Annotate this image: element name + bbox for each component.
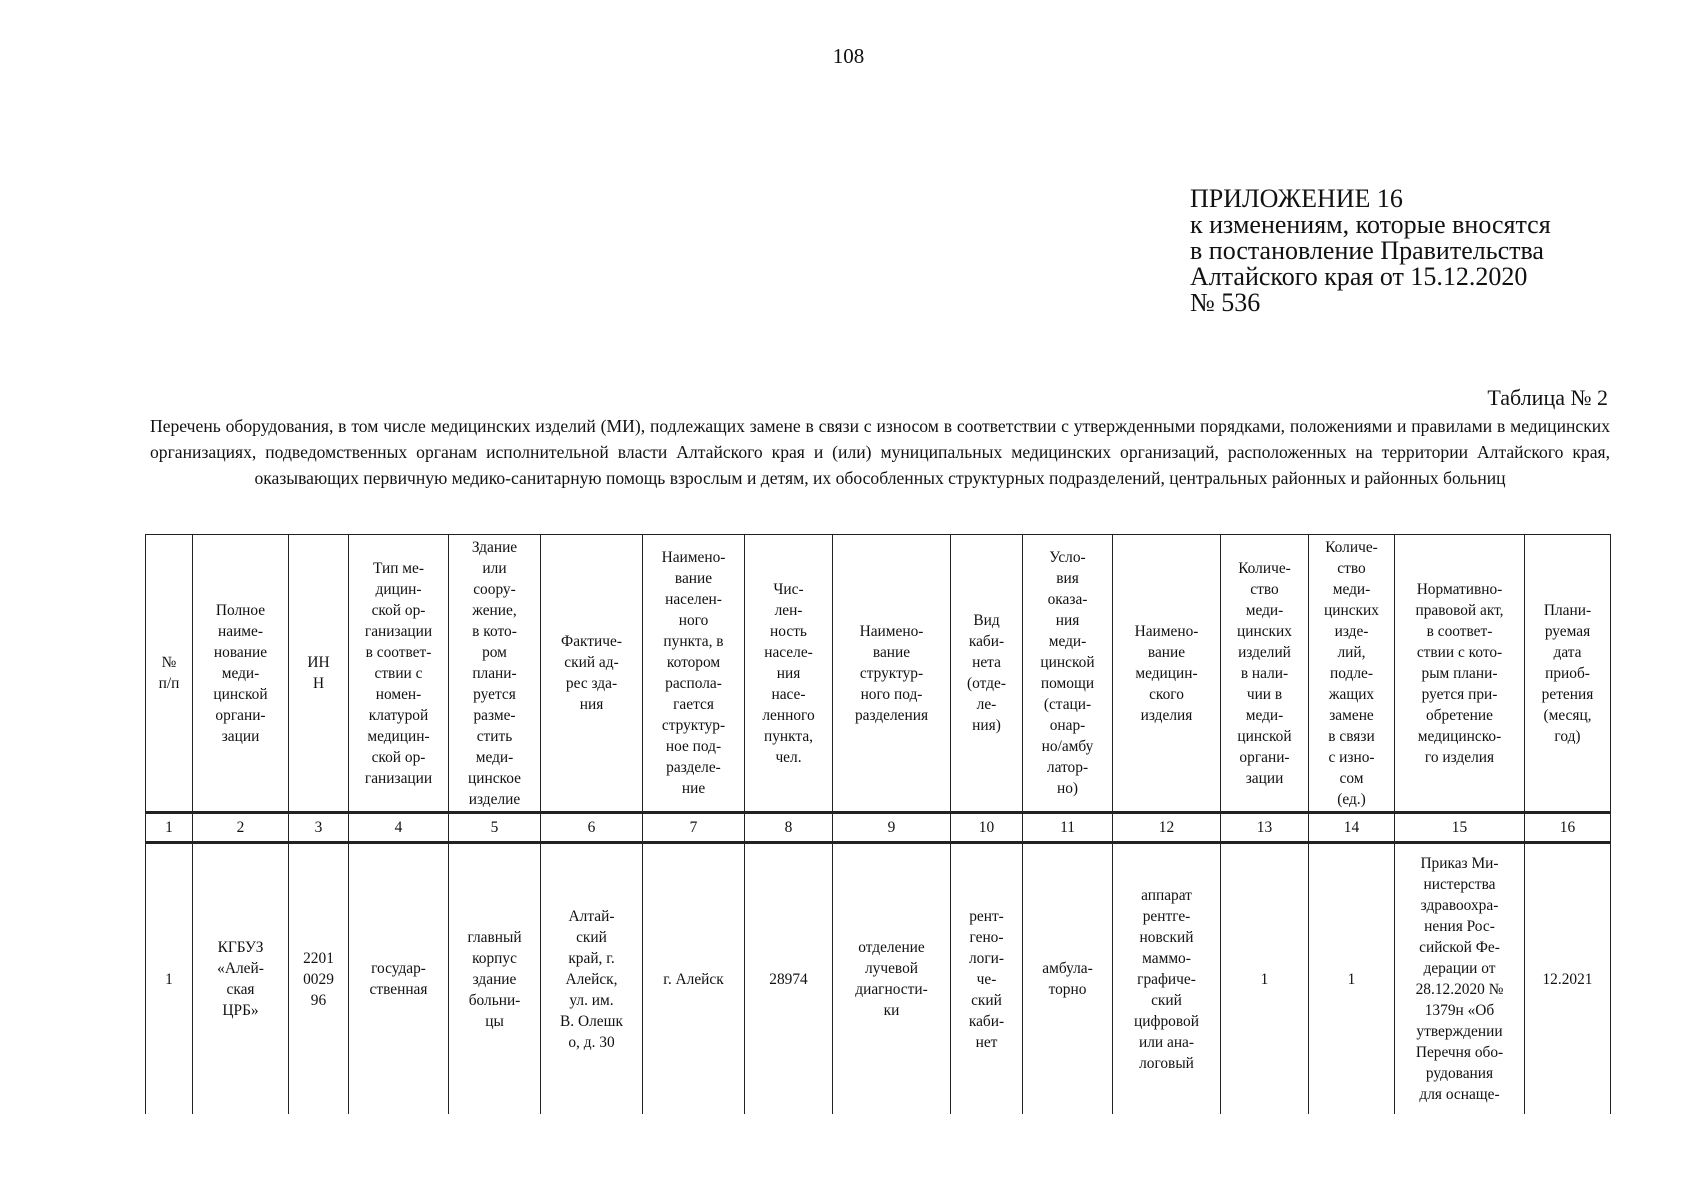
appendix-title: ПРИЛОЖЕНИЕ 16: [1190, 184, 1403, 213]
column-header: № п/п: [146, 535, 193, 813]
column-number: 12: [1113, 813, 1221, 843]
column-header: Фактиче- ский ад- рес зда- ния: [541, 535, 643, 813]
column-header: Наимено- вание населен- ного пункта, в котором распола- гается структур- ное под- разделе- ние: [643, 535, 745, 813]
column-header: Нормативно- правовой акт, в соответ- ствии с кото- рым плани- руется при- обретение медицинско- го изделия: [1395, 535, 1525, 813]
appendix-subtitle-line: Алтайского края от 15.12.2020: [1190, 262, 1528, 291]
table-cell: 1: [1221, 843, 1309, 1115]
column-number: 11: [1023, 813, 1113, 843]
appendix-subtitle-line: № 536: [1190, 288, 1261, 317]
column-number: 5: [449, 813, 541, 843]
column-header: ИН Н: [289, 535, 349, 813]
table-cell: отделение лучевой диагности- ки: [833, 843, 951, 1115]
column-number: 16: [1525, 813, 1611, 843]
appendix-subtitle-line: в постановление Правительства: [1190, 236, 1544, 265]
page-number: 108: [832, 44, 865, 68]
column-header: Чис- лен- ность населе- ния насе- ленного пункта, чел.: [745, 535, 833, 813]
column-header: Количе- ство меди- цинских изделий в нали- чии в меди- цинской органи- зации: [1221, 535, 1309, 813]
column-number: 4: [349, 813, 449, 843]
column-number: 3: [289, 813, 349, 843]
column-number: 8: [745, 813, 833, 843]
column-header: Количе- ство меди- цинских изде- лий, подле- жащих замене в связи с изно- сом (ед.): [1309, 535, 1395, 813]
column-number: 1: [146, 813, 193, 843]
table-header-row: [146, 535, 1611, 813]
table-cell: государ- ственная: [349, 843, 449, 1115]
table-number: Таблица № 2: [1487, 385, 1608, 410]
table-cell: КГБУЗ «Алей- ская ЦРБ»: [193, 843, 289, 1115]
table-cell: аппарат рентге- новский маммо- графиче- ский цифровой или ана- логовый: [1113, 843, 1221, 1115]
column-header: Полное наиме- нование меди- цинской органи- зации: [193, 535, 289, 813]
column-number: 9: [833, 813, 951, 843]
column-header: Тип ме- дицин- ской ор- ганизации в соответ- ствии с номен- клатурой медицин- ской ор- ганизации: [349, 535, 449, 813]
column-header: Вид каби- нета (отде- ле- ния): [951, 535, 1023, 813]
table-cell: Алтай- ский край, г. Алейск, ул. им. В. Олешк о, д. 30: [541, 843, 643, 1115]
column-number: 2: [193, 813, 289, 843]
table-cell: главный корпус здание больни- цы: [449, 843, 541, 1115]
column-number: 6: [541, 813, 643, 843]
column-header: Усло- вия оказа- ния меди- цинской помощи (стаци- онар- но/амбу латор- но): [1023, 535, 1113, 813]
equipment-table: [145, 534, 1611, 1114]
table-cell: 1: [146, 843, 193, 1115]
column-header: Наимено- вание медицин- ского изделия: [1113, 535, 1221, 813]
appendix-subtitle-line: к изменениям, которые вносятся: [1190, 210, 1551, 239]
appendix-header: [1190, 186, 1650, 316]
table-cell: Приказ Ми- нистерства здравоохра- нения Рос- сийской Фе- дерации от 28.12.2020 № 1379н «Об утверждении Перечня обо- рудования для оснаще-: [1395, 843, 1525, 1115]
table-cell: 12.2021: [1525, 843, 1611, 1115]
column-header: Наимено- вание структур- ного под- разделения: [833, 535, 951, 813]
column-number: 15: [1395, 813, 1525, 843]
table-row: [146, 843, 1611, 1115]
column-header: Здание или соору- жение, в кото- ром плани- руется разме- стить меди- цинское изделие: [449, 535, 541, 813]
column-number: 14: [1309, 813, 1395, 843]
table-cell: амбула- торно: [1023, 843, 1113, 1115]
column-number-row: [146, 813, 1611, 843]
table-cell: г. Алейск: [643, 843, 745, 1115]
table-cell: 1: [1309, 843, 1395, 1115]
column-number: 7: [643, 813, 745, 843]
table-cell: 28974: [745, 843, 833, 1115]
table-caption: Перечень оборудования, в том числе медицинских изделий (МИ), подлежащих замене в связи с износом в соответствии с утвержденными порядками, положениями и правилами в медицинских организациях, подведомственных органам исполнительной власти Алтайского края и (или) муниципальных медицинских организаций, расположенных на территории Алтайского края, оказывающих первичную медико-санитарную помощь взрослым и детям, их обособленных структурных подразделений, центральных районных и районных больниц: [150, 416, 1610, 488]
table-cell: рент- гено- логи- че- ский каби- нет: [951, 843, 1023, 1115]
table-cell: 2201 0029 96: [289, 843, 349, 1115]
column-number: 13: [1221, 813, 1309, 843]
column-header: Плани- руемая дата приоб- ретения (месяц, год): [1525, 535, 1611, 813]
column-number: 10: [951, 813, 1023, 843]
